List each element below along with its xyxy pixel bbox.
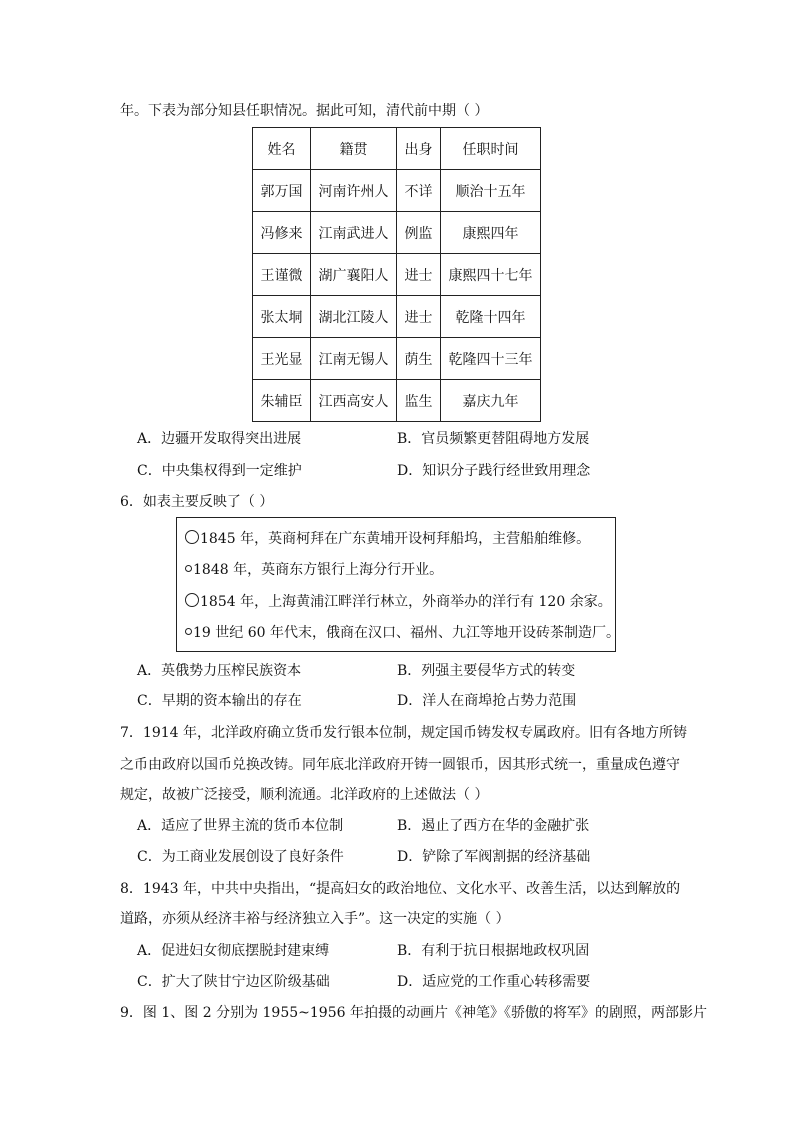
q6-option-d: D．洋人在商埠抢占势力范围 [397,693,577,709]
table-cell: 乾隆四十三年 [441,338,541,380]
small-circle-bullet-icon [185,565,192,572]
q8-stem-line-2: 道路，亦须从经济丰裕与经济独立入手”。这一决定的实施（ ） [120,911,510,927]
q7-stem-line-1: 7．1914 年，北洋政府确立货币发行银本位制，规定国币铸发权专属政府。旧有各地方所铸 [120,725,687,741]
q6-option-c: C．早期的资本输出的存在 [137,693,302,709]
table-cell: 湖北江陵人 [311,296,397,338]
circle-bullet-icon [185,593,199,607]
table-cell: 王光显 [253,338,311,380]
q5-table [252,127,541,422]
table-row [253,338,541,380]
table-cell: 康熙四十七年 [441,254,541,296]
q8-option-d: D．适应党的工作重心转移需要 [397,974,591,990]
material-line [185,592,612,612]
material-line [185,529,590,549]
table-cell: 冯修来 [253,212,311,254]
q5-option-d: D．知识分子践行经世致用理念 [397,463,591,479]
small-circle-bullet-icon [185,628,192,635]
q6-option-b: B．列强主要侵华方式的转变 [397,663,576,679]
q7-stem-line-2: 之币由政府以国币兑换改铸。同年底北洋政府开铸一圆银币，因其形式统一，重量成色遵守 [120,757,680,773]
q8-option-c: C．扩大了陕甘宁边区阶级基础 [137,974,330,990]
table-cell: 张太垌 [253,296,311,338]
table-cell: 乾隆十四年 [441,296,541,338]
table-header-cell: 籍贯 [311,128,397,170]
q8-option-b: B．有利于抗日根据地政权巩固 [397,943,590,959]
table-cell: 嘉庆九年 [441,380,541,422]
q8-stem-line-1: 8．1943 年，中共中央指出，“提高妇女的政治地位、文化水平、改善生活，以达到解放的 [120,881,681,897]
table-cell: 王谨微 [253,254,311,296]
table-cell: 进士 [397,296,441,338]
q8-option-a: A．促进妇女彻底摆脱封建束缚 [137,943,330,959]
circle-bullet-icon [185,530,199,544]
q5-option-c: C．中央集权得到一定维护 [137,463,302,479]
material-text: 1848 年，英商东方银行上海分行开业。 [193,562,444,578]
material-text: 1854 年，上海黄浦江畔洋行林立，外商举办的洋行有 120 余家。 [200,594,612,610]
table-header-row [253,128,541,170]
q6-stem: 6．如表主要反映了（ ） [120,494,274,510]
q7-option-b: B．遏止了西方在华的金融扩张 [397,818,590,834]
table-row [253,212,541,254]
material-text: 19 世纪 60 年代末，俄商在汉口、福州、九江等地开设砖茶制造厂。 [193,625,620,641]
q5-stem: 年。下表为部分知县任职情况。据此可知，清代前中期（ ） [120,103,489,119]
q7-option-c: C．为工商业发展创设了良好条件 [137,849,344,865]
table-row [253,170,541,212]
table-cell: 不详 [397,170,441,212]
table-cell: 荫生 [397,338,441,380]
table-header-cell: 任职时间 [441,128,541,170]
table-cell: 郭万国 [253,170,311,212]
table-row [253,380,541,422]
q5-option-a: A．边疆开发取得突出进展 [137,431,302,447]
table-cell: 湖广襄阳人 [311,254,397,296]
q7-stem-line-3: 规定，故被广泛接受，顺利流通。北洋政府的上述做法（ ） [120,787,489,803]
q9-stem: 9．图 1、图 2 分别为 1955~1956 年拍摄的动画片《神笔》《骄傲的将军》的剧照，两部影片 [120,1005,707,1021]
table-cell: 监生 [397,380,441,422]
table-header-cell: 姓名 [253,128,311,170]
q6-option-a: A．英俄势力压榨民族资本 [137,663,302,679]
table-cell: 江西高安人 [311,380,397,422]
table-cell: 朱辅臣 [253,380,311,422]
q7-option-a: A．适应了世界主流的货币本位制 [137,818,344,834]
material-line [185,623,620,643]
table-cell: 康熙四年 [441,212,541,254]
table-cell: 进士 [397,254,441,296]
table-cell: 江南武进人 [311,212,397,254]
q5-option-b: B．官员频繁更替阻碍地方发展 [397,431,590,447]
table-row [253,296,541,338]
table-cell: 河南许州人 [311,170,397,212]
material-text: 1845 年，英商柯拜在广东黄埔开设柯拜船坞，主营船舶维修。 [200,531,591,547]
material-line [185,560,443,580]
table-cell: 例监 [397,212,441,254]
table-row [253,254,541,296]
table-header-cell: 出身 [397,128,441,170]
table-cell: 顺治十五年 [441,170,541,212]
table-cell: 江南无锡人 [311,338,397,380]
q6-material-box [176,517,620,652]
q7-option-d: D．铲除了军阀割据的经济基础 [397,849,591,865]
